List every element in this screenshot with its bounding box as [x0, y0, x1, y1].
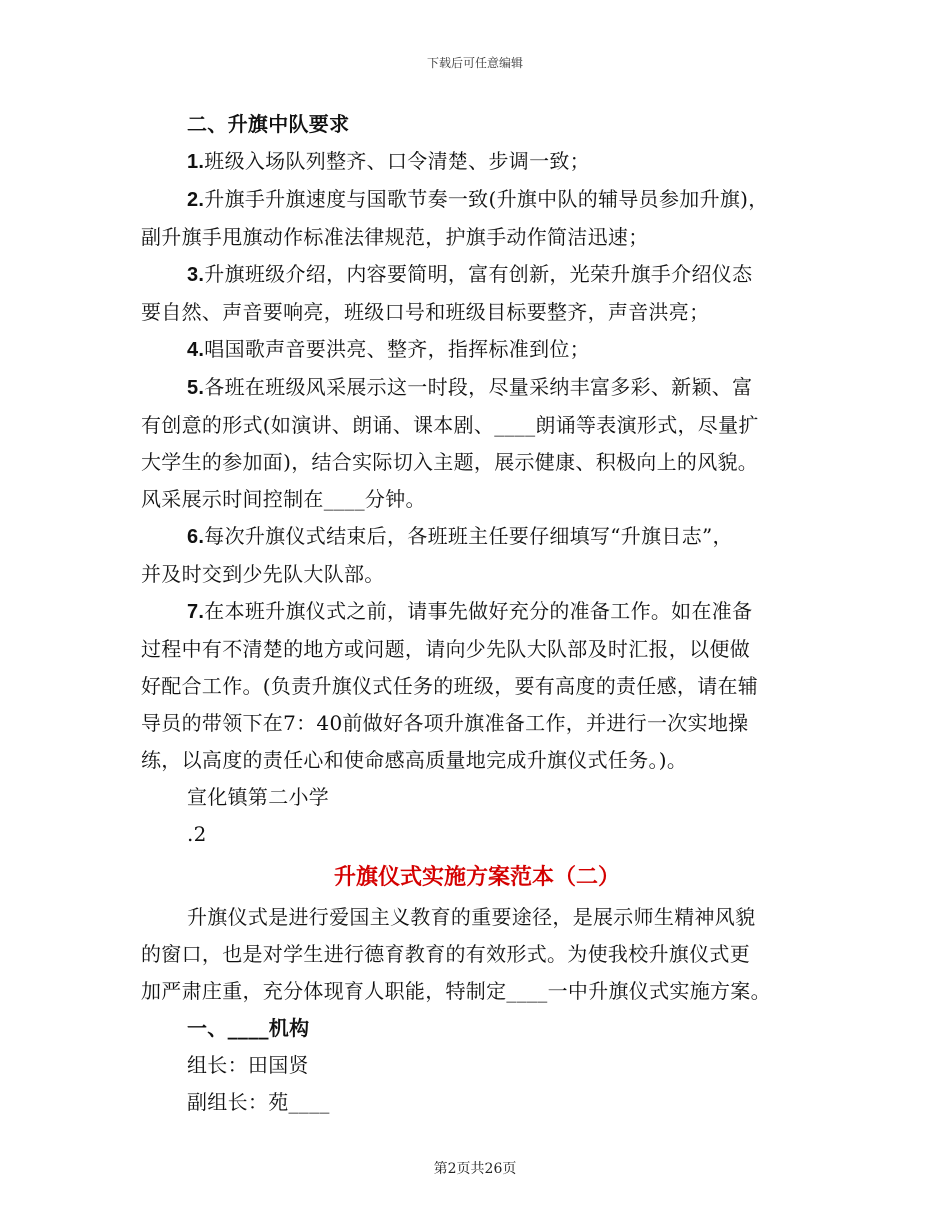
- item-continuation: 副升旗手甩旗动作标准法律规范，护旗手动作简洁迅速；: [141, 225, 649, 249]
- item-number: 2.: [187, 189, 205, 211]
- item-number: 1.: [187, 151, 205, 173]
- item-text: 升旗手升旗速度与国歌节奏一致(升旗中队的辅导员参加升旗)，: [204, 187, 769, 211]
- item-continuation: 导员的带领下在7：40前做好各项升旗准备工作，并进行一次实地操: [141, 711, 749, 735]
- list-item: [141, 256, 813, 294]
- list-item: [141, 518, 813, 556]
- item-number: 6.: [187, 526, 205, 548]
- list-item: [141, 369, 813, 407]
- list-item: [141, 181, 813, 219]
- item-text: 每次升旗仪式结束后，各班班主任要仔细填写“升旗日志”，: [204, 524, 733, 548]
- item-number: 7.: [187, 601, 205, 623]
- intro-paragraph-line: 升旗仪式是进行爱国主义教育的重要途径，是展示师生精神风貌: [187, 905, 756, 929]
- item-continuation: 有创意的形式(如演讲、朗诵、课本剧、____朗诵等表演形式，尽量扩: [141, 413, 759, 437]
- document-body: [141, 106, 813, 1121]
- item-text: 升旗班级介绍，内容要简明，富有创新，光荣升旗手介绍仪态: [204, 262, 753, 286]
- item-continuation: 大学生的参加面)，结合实际切入主题，展示健康、积极向上的风貌。: [141, 450, 759, 474]
- item-continuation: 要自然、声音要响亮，班级口号和班级目标要整齐，声音洪亮；: [141, 300, 710, 324]
- list-item: [141, 143, 813, 181]
- item-text: 在本班升旗仪式之前，请事先做好充分的准备工作。如在准备: [204, 599, 753, 623]
- item-number: 3.: [187, 264, 205, 286]
- leader-line: 组长：田国贤: [187, 1053, 309, 1077]
- signature: 宣化镇第二小学: [187, 785, 330, 809]
- page-footer: 第2页共26页: [433, 1161, 517, 1177]
- section-heading: 二、升旗中队要求: [187, 112, 350, 136]
- page-header: 下载后可任意编辑: [426, 56, 523, 70]
- item-text: 班级入场队列整齐、口令清楚、步调一致；: [204, 149, 590, 173]
- section-heading: 一、____机构: [187, 1016, 310, 1040]
- item-continuation: 好配合工作。(负责升旗仪式任务的班级，要有高度的责任感，请在辅: [141, 674, 759, 698]
- list-item: [141, 593, 813, 631]
- document-title: 升旗仪式实施方案范本（二）: [333, 864, 620, 890]
- item-text: 各班在班级风采展示这一时段，尽量采纳丰富多彩、新颖、富: [204, 375, 753, 399]
- intro-paragraph-line: 加严肃庄重，充分体现育人职能，特制定____一中升旗仪式实施方案。: [141, 979, 771, 1003]
- intro-paragraph-line: 的窗口，也是对学生进行德育教育的有效形式。为使我校升旗仪式更: [141, 942, 750, 966]
- item-continuation: 练，以高度的责任心和使命感高质量地完成升旗仪式任务。)。: [141, 748, 688, 772]
- vice-leader-line: 副组长：苑____: [187, 1090, 330, 1114]
- item-text: 唱国歌声音要洪亮、整齐，指挥标准到位；: [204, 337, 590, 361]
- item-continuation: 并及时交到少先队大队部。: [141, 562, 385, 586]
- item-number: 4.: [187, 339, 205, 361]
- item-continuation: 过程中有不清楚的地方或问题，请向少先队大队部及时汇报，以便做: [141, 637, 750, 661]
- list-item: [141, 331, 813, 369]
- item-number: 5.: [187, 377, 205, 399]
- date-line: .2: [187, 822, 207, 846]
- item-continuation: 风采展示时间控制在____分钟。: [141, 487, 426, 511]
